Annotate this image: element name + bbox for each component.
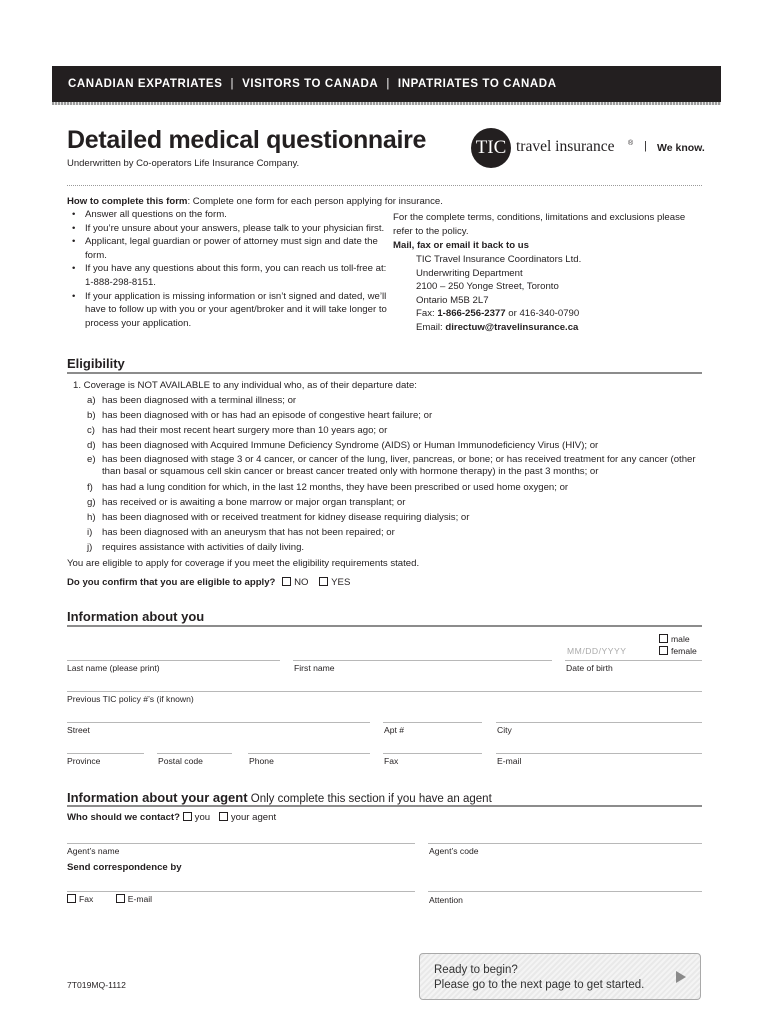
contact-org: TIC Travel Insurance Coordinators Ltd. bbox=[416, 254, 582, 265]
eligibility-item: f) has had a lung condition for which, in the last 12 months, they have been prescribed or used home oxygen; or bbox=[87, 482, 569, 494]
ready-line-2: Please go to the next page to get started. bbox=[434, 979, 645, 991]
street-label: Street bbox=[67, 725, 90, 735]
apt-label: Apt # bbox=[384, 725, 405, 735]
page-title: Detailed medical questionnaire bbox=[67, 126, 427, 154]
play-arrow-icon bbox=[676, 971, 686, 983]
contact-address bbox=[416, 253, 581, 335]
eligibility-rule bbox=[67, 372, 702, 374]
banner-item-inpatriates: INPATRIATES TO CANADA bbox=[397, 78, 557, 90]
policy-number-label: Previous TIC policy #’s (if known) bbox=[67, 694, 194, 704]
attention-field[interactable] bbox=[428, 891, 702, 892]
male-option bbox=[659, 634, 690, 644]
yes-checkbox[interactable] bbox=[319, 577, 328, 586]
province-field[interactable] bbox=[67, 753, 144, 754]
agent-rule bbox=[67, 805, 702, 807]
ready-line-1: Ready to begin? bbox=[434, 964, 518, 976]
yes-label: YES bbox=[331, 577, 351, 588]
tic-logo-icon: TIC bbox=[471, 128, 511, 168]
contact-province: Ontario M5B 2L7 bbox=[416, 294, 489, 306]
eligibility-title: Eligibility bbox=[67, 356, 125, 371]
dob-placeholder: MM/DD/YYYY bbox=[567, 646, 627, 656]
banner-item-visitors: VISITORS TO CANADA bbox=[242, 78, 379, 90]
logo-separator: | bbox=[644, 140, 647, 152]
agent-code-field[interactable] bbox=[428, 843, 702, 844]
eligibility-item: j) requires assistance with activities of daily living. bbox=[87, 541, 305, 553]
eligibility-item: a) has been diagnosed with a terminal illness; or bbox=[87, 395, 297, 406]
banner-item-expatriates: CANADIAN EXPATRIATES bbox=[68, 78, 223, 90]
female-label: female bbox=[671, 646, 697, 656]
header-divider bbox=[67, 185, 702, 186]
howto-heading: How to complete this form bbox=[67, 196, 188, 207]
page-subtitle: Underwritten by Co-operators Life Insurance Company. bbox=[67, 158, 300, 169]
eligibility-item: e) has been diagnosed with stage 3 or 4 cancer, or cancer of the lung, liver, pancreas, or bone; or has received treatment for any cancer (other than basal or squamous cell skin cancer or breast cancer treated only with hormone therapy) in the past 3 months; or bbox=[87, 453, 696, 478]
email-label: E-mail bbox=[497, 756, 522, 766]
mail-heading: Mail, fax or email it back to us bbox=[393, 240, 529, 251]
eligibility-item: i) has been diagnosed with an aneurysm that has not been repaired; or bbox=[87, 526, 395, 538]
eligibility-confirm bbox=[67, 576, 350, 590]
you-checkbox[interactable] bbox=[183, 812, 192, 821]
no-checkbox[interactable] bbox=[282, 577, 291, 586]
send-options bbox=[67, 894, 152, 904]
form-code: 7T019MQ-1112 bbox=[67, 980, 126, 990]
logo-text: travel insurance bbox=[516, 138, 615, 155]
male-checkbox[interactable] bbox=[659, 634, 668, 643]
howto-bullet: • Applicant, legal guardian or power of attorney must sign and date the form. bbox=[72, 236, 378, 261]
fax-field[interactable] bbox=[383, 753, 482, 754]
top-banner bbox=[52, 66, 721, 102]
female-checkbox[interactable] bbox=[659, 646, 668, 655]
last-name-label: Last name (please print) bbox=[67, 663, 160, 673]
agent-name-field[interactable] bbox=[67, 843, 415, 844]
postal-code-field[interactable] bbox=[157, 753, 232, 754]
postal-code-label: Postal code bbox=[158, 756, 203, 766]
agent-title-note: Only complete this section if you have an agent bbox=[247, 793, 492, 805]
street-field[interactable] bbox=[67, 722, 370, 723]
howto-list bbox=[67, 208, 387, 330]
contact-dept: Underwriting Department bbox=[416, 267, 523, 279]
eligibility-item: g) has received or is awaiting a bone marrow or major organ transplant; or bbox=[87, 497, 406, 509]
email-link[interactable]: directuw@travelinsurance.ca bbox=[445, 321, 579, 333]
agent-title: Information about your agent bbox=[67, 790, 248, 805]
dob-field[interactable] bbox=[565, 660, 702, 661]
your-agent-label: your agent bbox=[230, 812, 277, 823]
next-page-button[interactable] bbox=[419, 953, 701, 1000]
agent-name-label: Agent’s name bbox=[67, 846, 120, 856]
eligibility-intro: 1. Coverage is NOT AVAILABLE to any individual who, as of their departure date: bbox=[73, 380, 417, 391]
policy-number-field[interactable] bbox=[67, 691, 702, 692]
phone-field[interactable] bbox=[248, 753, 370, 754]
first-name-label: First name bbox=[294, 663, 335, 673]
phone-label: Phone bbox=[249, 756, 274, 766]
email-field[interactable] bbox=[496, 753, 702, 754]
eligibility-list bbox=[67, 394, 707, 556]
contact-fax: Fax: 1-866-256-2377 or 416-340-0790 bbox=[416, 308, 580, 320]
fax-label: Fax bbox=[384, 756, 399, 766]
your-agent-checkbox[interactable] bbox=[219, 812, 228, 821]
registered-mark: ® bbox=[628, 140, 634, 147]
terms-note: For the complete terms, conditions, limitations and exclusions please refer to the policy. bbox=[393, 212, 686, 237]
female-option bbox=[659, 646, 697, 656]
eligible-note: You are eligible to apply for coverage if you meet the eligibility requirements stated. bbox=[67, 558, 420, 569]
howto-bullet: • Answer all questions on the form. bbox=[72, 209, 227, 220]
fax-checkbox[interactable] bbox=[67, 894, 76, 903]
send-correspondence-heading: Send correspondence by bbox=[67, 862, 182, 873]
apt-field[interactable] bbox=[383, 722, 482, 723]
fax-option-label: Fax bbox=[79, 894, 94, 904]
you-label: you bbox=[194, 812, 211, 823]
about-you-title: Information about you bbox=[67, 609, 205, 624]
male-label: male bbox=[671, 634, 690, 644]
contact-street: 2100 – 250 Yonge Street, Toronto bbox=[416, 281, 559, 293]
no-label: NO bbox=[294, 577, 309, 588]
confirm-question: Do you confirm that you are eligible to apply? bbox=[67, 577, 276, 588]
contact-question: Who should we contact? bbox=[67, 812, 180, 823]
last-name-field[interactable] bbox=[67, 660, 280, 661]
banner-edge bbox=[52, 102, 721, 105]
city-label: City bbox=[497, 725, 512, 735]
eligibility-item: b) has been diagnosed with or has had an episode of congestive heart failure; or bbox=[87, 409, 433, 421]
banner-separator: | bbox=[386, 78, 390, 90]
contact-email: Email: directuw@travelinsurance.ca bbox=[416, 321, 579, 333]
tagline: We know. bbox=[657, 142, 705, 154]
howto-bullet: • If you’re unsure about your answers, please talk to your physician first. bbox=[72, 222, 385, 234]
eligibility-item: c) has had their most recent heart surgery more than 10 years ago; or bbox=[87, 424, 388, 436]
email-checkbox[interactable] bbox=[116, 894, 125, 903]
dob-label: Date of birth bbox=[566, 663, 613, 673]
howto-intro bbox=[67, 195, 487, 209]
about-you-rule bbox=[67, 625, 702, 627]
banner-separator: | bbox=[230, 78, 235, 90]
province-label: Province bbox=[67, 756, 101, 766]
contact-choice bbox=[67, 811, 276, 825]
next-page-text bbox=[434, 963, 644, 993]
attention-label: Attention bbox=[429, 895, 463, 905]
email-option-label: E-mail bbox=[127, 894, 153, 904]
agent-code-label: Agent’s code bbox=[429, 846, 479, 856]
city-field[interactable] bbox=[496, 722, 702, 723]
howto-intro-text: : Complete one form for each person applying for insurance. bbox=[187, 196, 443, 207]
eligibility-item: h) has been diagnosed with or received treatment for kidney disease requiring dialysis; or bbox=[87, 512, 470, 524]
eligibility-item: d) has been diagnosed with Acquired Immune Deficiency Syndrome (AIDS) or Human Immunodeficiency Virus (HIV); or bbox=[87, 439, 599, 451]
howto-bullet: • If you have any questions about this form, you can reach us toll-free at: 1-888-298-8151. bbox=[72, 263, 387, 288]
first-name-field[interactable] bbox=[293, 660, 552, 661]
howto-bullet: • If your application is missing information or isn’t signed and dated, we’ll have to follow up with you or your agent/broker and it will take longer to process your application. bbox=[72, 290, 387, 329]
correspondence-field[interactable] bbox=[67, 891, 415, 892]
